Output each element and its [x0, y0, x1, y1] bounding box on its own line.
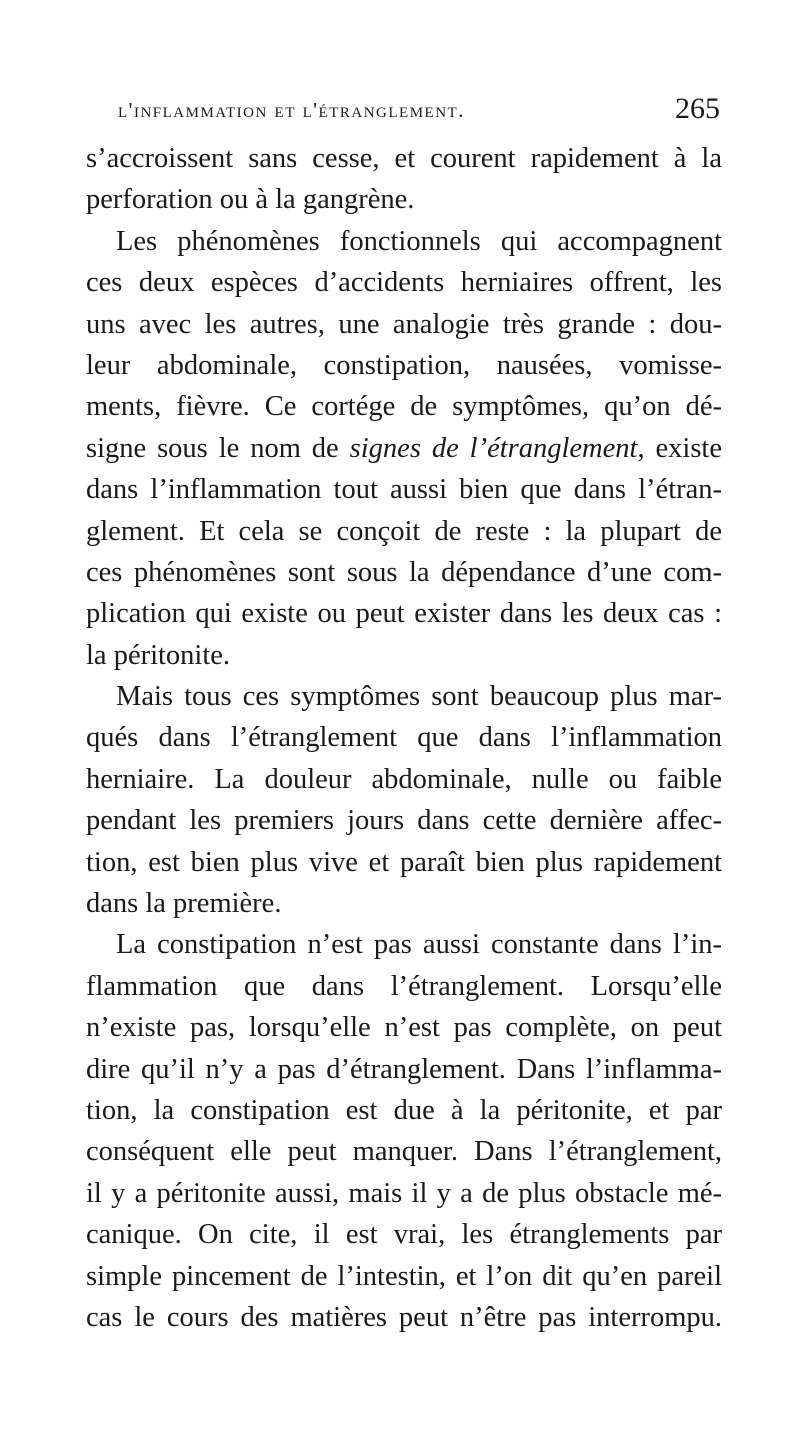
text-line: leur abdominale, constipation, nausées, vomisse-: [86, 349, 722, 381]
italic-phrase: signes de l’étranglement: [349, 432, 638, 464]
text-line: pendant les premiers jours dans cette dernière affec-: [86, 805, 722, 837]
text-line: perforation ou à la gangrène.: [86, 184, 415, 216]
text-segment: signe sous le nom de: [86, 432, 350, 464]
text-line: herniaire. La douleur abdominale, nulle ou faible: [86, 763, 722, 795]
text-line: n’existe pas, lorsqu’elle n’est pas complète, on peut: [86, 1012, 722, 1044]
text-line: La constipation n’est pas aussi constante dans l’in-: [116, 929, 722, 961]
text-line: uns avec les autres, une analogie très grande : dou-: [86, 308, 722, 340]
text-line: dans la première.: [86, 888, 282, 920]
text-line: canique. On cite, il est vrai, les étranglements par: [86, 1219, 722, 1251]
running-title: l'inflammation et l'étranglement.: [118, 98, 465, 122]
text-line: cas le cours des matières peut n’être pas interrompu.: [86, 1301, 722, 1333]
text-line: ments, fièvre. Ce cortége de symptômes, qu’on dé-: [86, 391, 722, 423]
body-text: [86, 138, 722, 1338]
text-line: Mais tous ces symptômes sont beaucoup plus mar-: [116, 681, 722, 713]
text-line: dire qu’il n’y a pas d’étranglement. Dans l’inflamma-: [86, 1053, 722, 1085]
running-head: [118, 92, 720, 132]
text-line: il y a péritonite aussi, mais il y a de plus obstacle mé-: [86, 1177, 722, 1209]
text-line: tion, est bien plus vive et paraît bien plus rapidement: [86, 846, 722, 878]
text-line: la péritonite.: [86, 639, 231, 671]
text-line: Les phénomènes fonctionnels qui accompagnent: [116, 225, 722, 257]
text-line: s’accroissent sans cesse, et courent rapidement à la: [86, 143, 722, 174]
text-line: dans l’inflammation tout aussi bien que dans l’étran-: [86, 474, 722, 506]
text-line: tion, la constipation est due à la péritonite, et par: [86, 1094, 722, 1126]
text-line: glement. Et cela se conçoit de reste : la plupart de: [86, 515, 722, 547]
text-segment: , existe: [637, 432, 723, 464]
text-line: qués dans l’étranglement que dans l’inflammation: [86, 722, 722, 754]
text-line: ces phénomènes sont sous la dépendance d’une com-: [86, 556, 722, 588]
text-line: flammation que dans l’étranglement. Lorsqu’elle: [86, 970, 722, 1002]
text-line: plication qui existe ou peut exister dans les deux cas :: [86, 598, 722, 630]
text-line: [86, 428, 722, 469]
text-line: simple pincement de l’intestin, et l’on dit qu’en pareil: [86, 1260, 722, 1292]
page-number: 265: [675, 92, 720, 125]
text-line: ces deux espèces d’accidents herniaires offrent, les: [86, 267, 722, 299]
text-line: conséquent elle peut manquer. Dans l’étranglement,: [86, 1136, 722, 1168]
